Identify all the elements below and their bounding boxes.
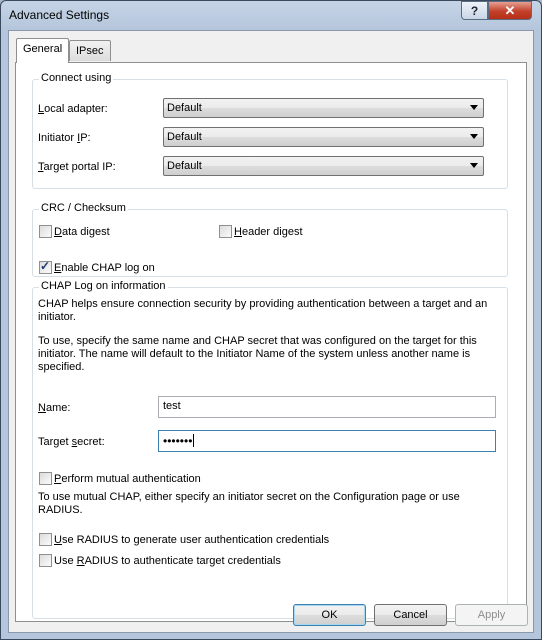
initiator-ip-select[interactable] (163, 127, 484, 147)
dialog-client (8, 30, 534, 633)
name-field[interactable] (158, 396, 496, 418)
radius-target-credentials-checkbox[interactable] (39, 554, 52, 567)
chap-usage-instructions: To use, specify the same name and CHAP secret that was configured on the target for this initiator. The name will default to the Initiator Name of the system unless another name is specified. (38, 335, 477, 373)
local-adapter-value: Default (167, 102, 202, 114)
initiator-ip-value: Default (167, 131, 202, 143)
apply-button-label: Apply (477, 609, 506, 621)
ok-button-label: OK (321, 609, 338, 621)
local-adapter-label: Local adapter: (38, 103, 108, 115)
radius-target-credentials-label[interactable]: Use RADIUS to authenticate target credentials (54, 555, 281, 567)
help-button[interactable] (461, 1, 488, 20)
target-portal-ip-label: Target portal IP: (38, 161, 116, 173)
header-digest-label[interactable]: Header digest (234, 226, 303, 238)
close-button[interactable] (488, 1, 532, 20)
close-icon: ✕ (504, 2, 516, 18)
name-value: test (163, 400, 181, 412)
chap-description: CHAP helps ensure connection security by providing authentication between a target and an initiator. (38, 298, 488, 323)
ok-button[interactable] (293, 604, 366, 626)
connect-using-title: Connect using (41, 72, 112, 84)
tab-ipsec[interactable] (69, 40, 111, 61)
local-adapter-select[interactable] (163, 98, 484, 118)
tab-general-label: General (23, 43, 63, 55)
help-icon: ? (470, 3, 479, 18)
tab-ipsec-label: IPsec (76, 45, 104, 57)
mutual-auth-label[interactable]: Perform mutual authentication (54, 473, 201, 485)
data-digest-checkbox[interactable] (39, 225, 52, 238)
general-tab-panel (15, 62, 527, 622)
tab-general[interactable] (16, 38, 69, 63)
crc-checksum-title: CRC / Checksum (41, 202, 126, 214)
name-label: Name: (38, 402, 71, 414)
cancel-button-label: Cancel (393, 609, 428, 621)
radius-user-credentials-label[interactable]: Use RADIUS to generate user authentication credentials (54, 534, 330, 546)
enable-chap-checkbox[interactable] (39, 261, 52, 274)
chevron-down-icon (470, 163, 478, 168)
target-secret-label: Target secret: (38, 436, 105, 448)
target-secret-field[interactable] (158, 430, 496, 452)
chevron-down-icon (470, 105, 478, 110)
mutual-chap-note: To use mutual CHAP, either specify an initiator secret on the Configuration page or use RADIUS. (38, 491, 460, 516)
window-title: Advanced Settings (9, 8, 110, 22)
target-portal-ip-value: Default (167, 160, 202, 172)
mutual-auth-checkbox[interactable] (39, 472, 52, 485)
text-caret (193, 434, 194, 447)
apply-button[interactable] (455, 604, 528, 626)
chap-info-title: CHAP Log on information (41, 280, 166, 292)
initiator-ip-label: Initiator IP: (38, 132, 91, 144)
cancel-button[interactable] (374, 604, 447, 626)
title-bar[interactable] (1, 1, 541, 29)
enable-chap-label[interactable]: Enable CHAP log on (54, 262, 155, 274)
header-digest-checkbox[interactable] (219, 225, 232, 238)
target-portal-ip-select[interactable] (163, 156, 484, 176)
chevron-down-icon (470, 134, 478, 139)
target-secret-value: ••••••• (163, 434, 193, 448)
radius-user-credentials-checkbox[interactable] (39, 533, 52, 546)
checkmark-icon: ✓ (40, 259, 51, 273)
data-digest-label[interactable]: Data digest (54, 226, 110, 238)
